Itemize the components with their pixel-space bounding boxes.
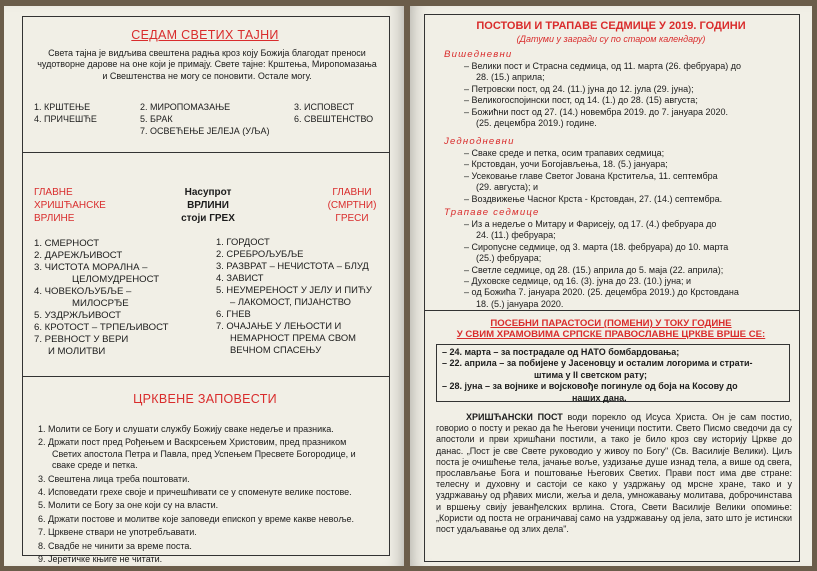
trapave-heading: Трапаве седмице — [444, 207, 540, 218]
sacrament-item: 5. БРАК — [140, 114, 173, 124]
sins-list — [216, 236, 396, 356]
virtues-list — [34, 238, 204, 358]
christian-fast-lead: ХРИШЋАНСКИ ПОСТ — [466, 412, 563, 422]
commandments-title: ЦРКВЕНЕ ЗАПОВЕСТИ — [133, 392, 277, 406]
right-page — [410, 6, 812, 566]
sin-item: 2. СРЕБРОЉУБЉЕ — [216, 248, 304, 259]
virtue-item: 2. ДАРЕЖЉИВОСТ — [34, 250, 123, 261]
fast-item: – од Божића 7. јануара 2020. (25. децембра 2019.) до Крстовдана — [464, 287, 739, 298]
sin-item: 6. ГНЕВ — [216, 308, 251, 319]
fast-item: – Велики пост и Страсна седмица, од 11. марта (26. фебруара) до — [464, 61, 742, 71]
divider — [424, 310, 800, 311]
fast-item: – Светле седмице, од 28. (15.) априла до 5. маја (22. априла); — [464, 264, 724, 275]
christian-fast-paragraph — [436, 412, 792, 535]
virtue-item: 7. РЕВНОСТ У ВЕРИ — [34, 334, 129, 345]
commandment-item: 3. Свештена лица треба поштовати. — [38, 473, 190, 484]
virtue-item: И МОЛИТВИ — [48, 346, 106, 357]
commandment-item: 9. Јеретичке књиге не читати. — [38, 554, 163, 565]
divider — [22, 152, 390, 153]
sin-item: – ЛАКОМОСТ, ПИЈАНСТВО — [230, 296, 351, 307]
sin-item: 5. НЕУМЕРЕНОСТ У ЈЕЛУ И ПИЋУ — [216, 284, 372, 295]
sin-item: 3. РАЗВРАТ – НЕЧИСТОТА – БЛУД — [216, 260, 369, 271]
virtues-heading: ГЛАВНЕ ХРИШЋАНСКЕ ВРЛИНЕ — [34, 187, 106, 224]
virtue-vs-sin-heading: Насупрот ВРЛИНИ стоји ГРЕХ — [181, 187, 235, 224]
multi-day-list — [464, 61, 794, 129]
sacrament-item: 7. ОСВЕЋЕЊЕ ЈЕЛЕЈА (УЉА) — [140, 126, 270, 136]
fast-item: – Воздвижење Часног Крста - Крстовдан, 27. (14.) септембра. — [464, 193, 723, 204]
sin-item: 7. ОЧАЈАЊЕ У ЛЕЊОСТИ И — [216, 320, 342, 331]
fast-item: 24. (11.) фебруара; — [476, 230, 556, 241]
fast-item: – Духовске седмице, од 16. (3). јуна до 23. (10.) јуна; и — [464, 276, 692, 287]
fast-item: – Из а недеље о Митару и Фарисеју, од 17. (4.) фебруара до — [464, 219, 717, 229]
left-page — [4, 6, 404, 566]
memorial-item: наших дана. — [572, 392, 627, 403]
virtue-item: 3. ЧИСТОТА МОРАЛНА – — [34, 262, 148, 273]
commandment-item: 4. Исповедати грехе своје и причешћивати се у споменуте велике постове. — [38, 487, 352, 498]
sin-item: НЕМАРНОСТ ПРЕМА СВОМ — [230, 332, 356, 343]
memorial-item: штима у II светском рату; — [534, 369, 648, 380]
one-day-heading: Једнодневни — [444, 136, 515, 147]
memorials-title: ПОСЕБНИ ПАРАСТОСИ (ПОМЕНИ) У ТОКУ ГОДИНЕ У СВИМ ХРАМОВИМА СРПСКЕ ПРАВОСЛАВНЕ ЦРКВЕ ВРШЕ СЕ: — [456, 318, 766, 340]
memorial-item: – 22. априла – за побијене у Јасеновцу и осталим логорима и страти- — [442, 358, 753, 369]
commandment-item: 1. Молити се Богу и слушати службу Божију сваке недеље и празника. — [38, 424, 334, 434]
fast-item: (25. децембра 2019.) године. — [476, 118, 597, 129]
commandment-item: 6. Држати постове и молитве које заповеди епископ у време какве невоље. — [38, 513, 355, 524]
fasts-title: ПОСТОВИ И ТРАПАВЕ СЕДМИЦЕ У 2019. ГОДИНИ — [476, 20, 746, 32]
fast-item: – Сваке среде и петка, осим трапавих седмица; — [464, 148, 665, 158]
fast-item: 18. (5.) јануара 2020. — [476, 298, 564, 309]
commandment-item: 5. Молити се Богу за оне који су на власти. — [38, 500, 219, 511]
fast-item: (29. августа); и — [476, 182, 539, 193]
fast-item: – Крстовдан, уочи Богојављења, 18. (5.) јануара; — [464, 159, 668, 170]
virtue-item: 5. УЗДРЖЉИВОСТ — [34, 310, 122, 321]
sacraments-title: СЕДАМ СВЕТИХ ТАЈНИ — [131, 28, 279, 42]
sin-item: 1. ГОРДОСТ — [216, 236, 270, 247]
virtue-item: 4. ЧОВЕКОЉУБЉЕ – — [34, 286, 132, 297]
christian-fast-text: води порекло од Исуса Христа. Он је сам постио, говорио о посту и рекао да ће Његови ученици постити. Свето Писмо сведочи да су апостоли и први хришћани постили, а тако је било кроз сву историју Цркве до данас. „Пост је све Свете руководио у живоу по Богу" (Св. Василије Велики). Циљ поста је очишћење тела, јачање воље, уздизање душе изнад тела, а више од свега, прослављање Бога и поштовање Његових Светих. Прави пост има две стране: телесну и духовну и састоји се како у уздржању од мрсне хране, тако и у уздржавању од рђавих мисли, жеља и дела, умножавању молитава, доброчинстава и вршењу свију јеванђелских врлина. Стога, Свети Василије Велики опомиње: „Користи од поста не ограничавај само на уздржавању од јела, зато што је истински пост удаљавање од злих дела". — [436, 412, 792, 535]
one-day-list — [464, 148, 794, 205]
virtue-item: 1. СМЕРНОСТ — [34, 238, 100, 249]
commandment-item: 8. Свадбе не чинити за време поста. — [38, 540, 192, 551]
fast-item: – Божићни пост од 27. (14.) новембра 2019. до 7. јануара 2020. — [464, 106, 729, 117]
sin-item: ВЕЧНОМ СПАСЕЊУ — [230, 344, 322, 355]
sin-item: 4. ЗАВИСТ — [216, 272, 264, 283]
commandment-item: 2. Држати пост пред Рођењем и Васкрсењем Христовим, пред празником Светих апостола Петра и Павла, пред Успењем Пресвете Богородице, и сваке среде и петка. — [38, 437, 356, 471]
sacrament-item: 3. ИСПОВЕСТ — [294, 102, 355, 112]
sacrament-item: 2. МИРОПОМАЗАЊЕ — [140, 102, 231, 112]
sins-heading: ГЛАВНИ (СМРТНИ) ГРЕСИ — [327, 187, 377, 224]
virtue-item: 6. КРОТОСТ – ТРПЕЉИВОСТ — [34, 322, 169, 333]
commandments-list — [38, 424, 378, 565]
sacrament-item: 1. КРШТЕЊЕ — [34, 102, 91, 112]
fast-item: – Усековање главе Светог Јована Крститеља, 11. септембра — [464, 170, 718, 181]
fast-item: – Великогоспојински пост, од 14. (1.) до 28. (15) августа; — [464, 95, 698, 106]
virtue-item: МИЛОСРЂЕ — [72, 298, 129, 309]
divider — [22, 376, 390, 377]
fast-item: – Петровски пост, од 24. (11.) јуна до 12. јула (29. јуна); — [464, 83, 694, 94]
sacrament-item: 4. ПРИЧЕШЋЕ — [34, 114, 97, 124]
multi-day-heading: Вишедневни — [444, 49, 513, 60]
commandment-item: 7. Црквене ствари не употребљавати. — [38, 527, 197, 538]
memorial-item: – 24. марта – за пострадале од НАТО бомбардовања; — [442, 347, 680, 357]
memorial-item: – 28. јуна – за војнике и војсковође погинуле од боја на Косову до — [442, 381, 738, 392]
virtue-item: ЦЕЛОМУДРЕНОСТ — [72, 274, 160, 285]
fasts-subtitle: (Датуми у загради су по старом календару) — [516, 34, 706, 44]
memorials-list — [442, 347, 786, 404]
fast-item: – Сиропусне седмице, од 3. марта (18. фебруара) до 10. марта — [464, 241, 729, 252]
sacraments-intro: Света тајна је видљива свештена радња кроз коју Божија благодат преноси чудотворне дарове на оне који је примају. Свете тајне: Крштења, Миропомазања и Свештенства не могу се поновити. Остале могу. — [37, 48, 377, 81]
sacrament-item: 6. СВЕШТЕНСТВО — [294, 114, 374, 124]
trapave-list — [464, 219, 794, 310]
fast-item: (25.) фебруара; — [476, 253, 542, 264]
fast-item: 28. (15.) априла; — [476, 72, 545, 83]
